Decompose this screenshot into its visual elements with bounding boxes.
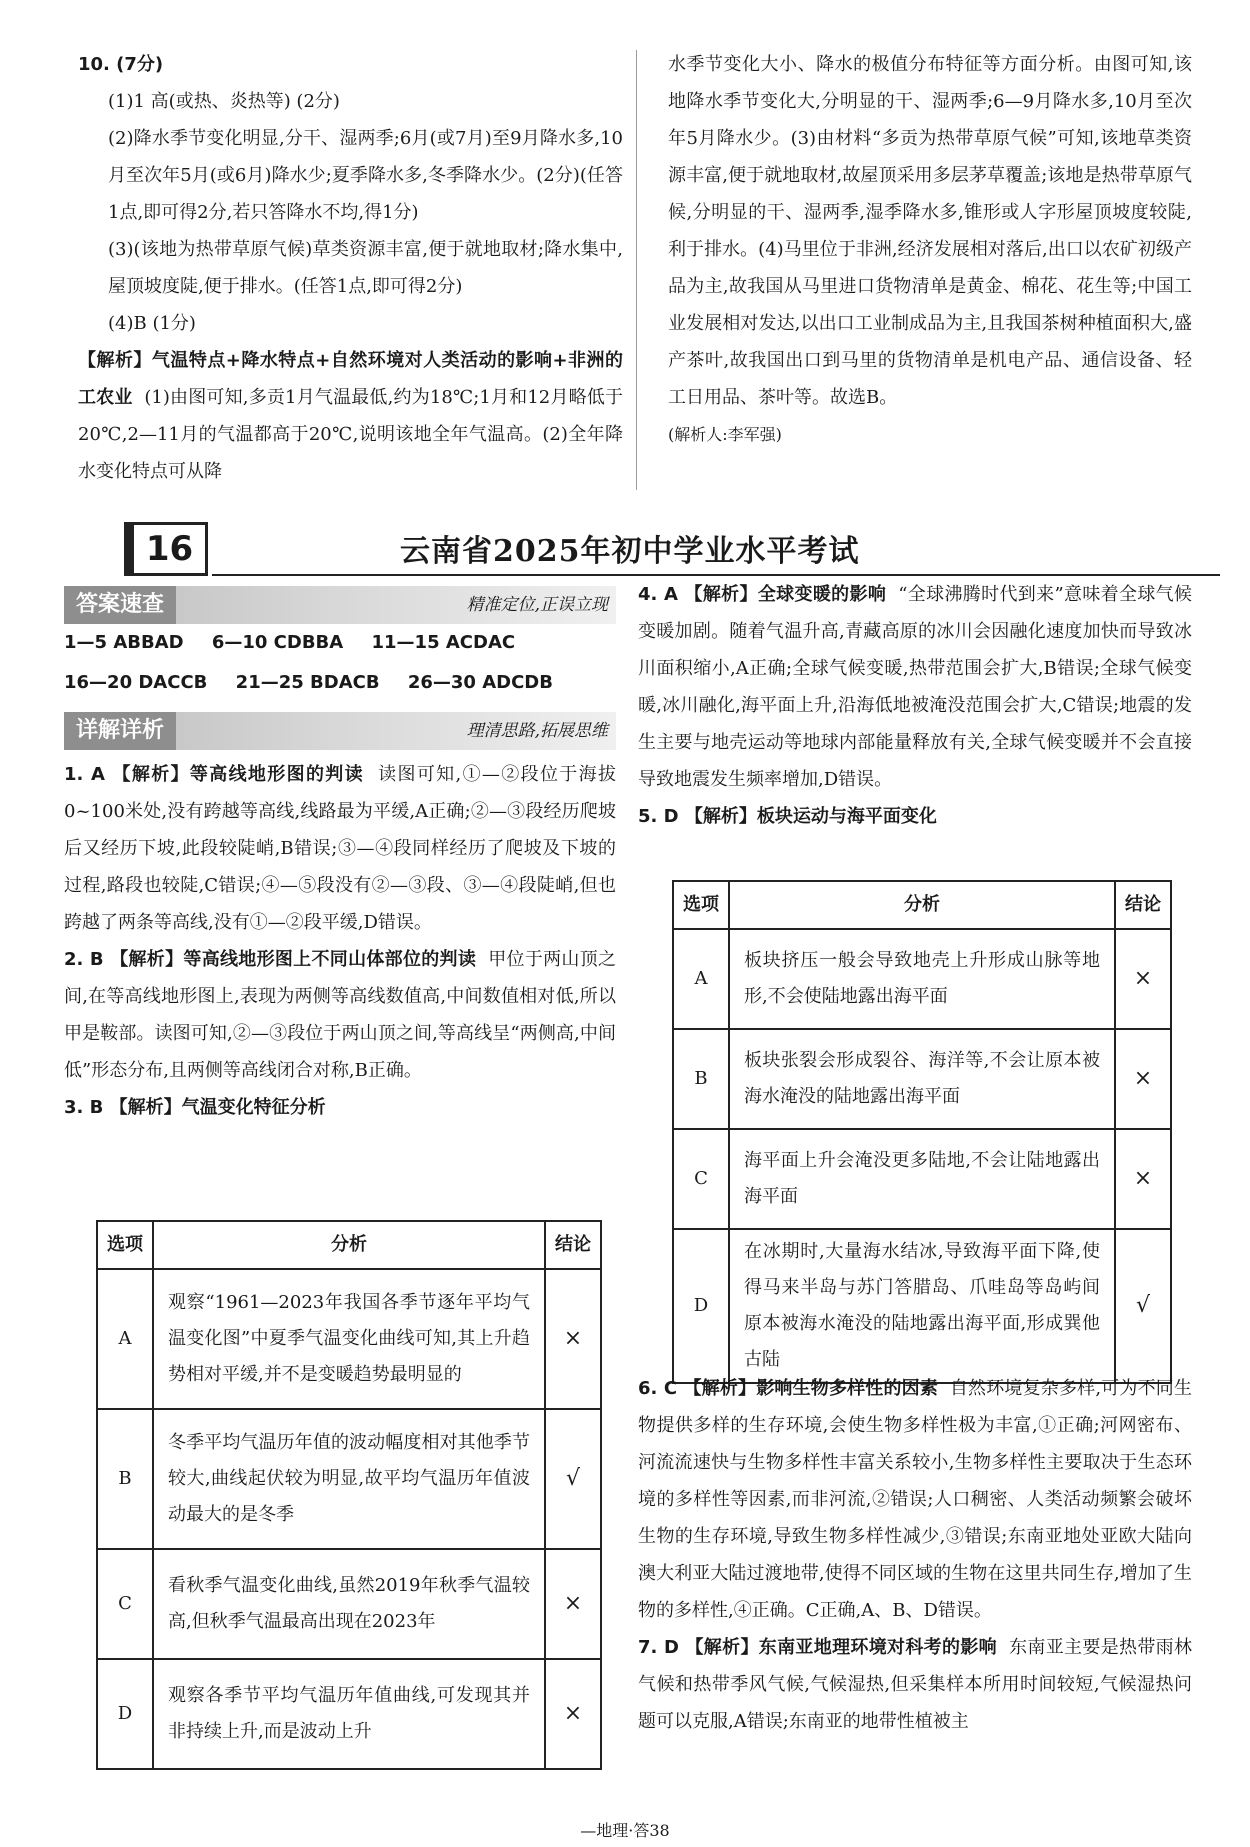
row-result: × <box>545 1549 601 1659</box>
row-result: × <box>545 1659 601 1769</box>
q10-signature: (解析人:李军强) <box>668 425 782 444</box>
quick-answers-row-1 <box>64 632 537 653</box>
col-option: 选项 <box>673 881 729 929</box>
answer-group: 6—10 CDBBA <box>211 632 344 653</box>
col-result: 结论 <box>545 1221 601 1269</box>
table-row <box>97 1549 601 1659</box>
answer-group: 11—15 ACDAC <box>371 632 516 653</box>
table-row <box>97 1409 601 1549</box>
q10-head: 10. (7分) <box>78 54 164 75</box>
q7-head: 7. D 【解析】东南亚地理环境对科考的影响 <box>638 1637 997 1658</box>
q2 <box>64 941 616 1089</box>
row-analysis: 板块张裂会形成裂谷、海洋等,不会让原本被海水淹没的陆地露出海平面 <box>729 1029 1115 1129</box>
q1 <box>64 756 616 941</box>
q10-answer-3: (3)(该地为热带草原气候)草类资源丰富,便于就地取材;降水集中,屋顶坡度陡,便于排水。(任答1点,即可得2分) <box>108 239 623 297</box>
col-option: 选项 <box>97 1221 153 1269</box>
exam-number: 16 <box>124 522 208 576</box>
column-divider <box>636 50 637 490</box>
lower-left-column <box>64 756 616 1126</box>
row-result: × <box>545 1269 601 1409</box>
exam-banner <box>120 522 1220 578</box>
q6-body: 自然环境复杂多样,可为不同生物提供多样的生存环境,会使生物多样性极为丰富,①正确;河网密布、河流流速快与生物多样性丰富关系较小,生物多样性主要取决于生态环境的多样性等因素,而非河流,②错误;人口稠密、人类活动频繁会破坏生物的生存环境,导致生物多样性减少,③错误;东南亚地处亚欧大陆向澳大利亚大陆过渡地带,使得不同区域的生物在这里共同生存,增加了生物的多样性,④正确。C正确,A、B、D错误。 <box>638 1378 1192 1621</box>
q10-answer-2: (2)降水季节变化明显,分干、湿两季;6月(或7月)至9月降水多,10月至次年5月(或6月)降水少;夏季降水多,冬季降水少。(2分)(任答1点,即可得2分,若只答降水不均,得1分) <box>108 128 623 223</box>
q7 <box>638 1629 1192 1740</box>
col-result: 结论 <box>1115 881 1171 929</box>
q4 <box>638 576 1192 798</box>
q10-left-column <box>78 46 623 490</box>
q2-head: 2. B 【解析】等高线地形图上不同山体部位的判读 <box>64 949 477 970</box>
table-row <box>673 1029 1171 1129</box>
q10-analysis-left: (1)由图可知,多贡1月气温最低,约为18℃;1月和12月略低于20℃,2—11月的气温都高于20℃,说明该地全年气温高。(2)全年降水变化特点可从降 <box>78 387 623 482</box>
quick-answer-motto: 精准定位,正误立现 <box>466 595 608 615</box>
q10-answer-1: (1)1 高(或热、炎热等) (2分) <box>108 91 340 112</box>
row-option: C <box>97 1549 153 1659</box>
q10-answer-4: (4)B (1分) <box>108 313 196 334</box>
q5-head: 5. D 【解析】板块运动与海平面变化 <box>638 806 937 827</box>
detail-label: 详解详析 <box>64 712 176 750</box>
exam-title: 云南省2025年初中学业水平考试 <box>400 534 860 569</box>
col-analysis: 分析 <box>153 1221 545 1269</box>
row-analysis: 看秋季气温变化曲线,虽然2019年秋季气温较高,但秋季气温最高出现在2023年 <box>153 1549 545 1659</box>
row-option: D <box>673 1229 729 1383</box>
row-analysis: 板块挤压一般会导致地壳上升形成山脉等地形,不会使陆地露出海平面 <box>729 929 1115 1029</box>
quick-answers-row-2 <box>64 672 575 693</box>
answer-group: 16—20 DACCB <box>64 672 208 693</box>
q6-head: 6. C 【解析】影响生物多样性的因素 <box>638 1378 939 1399</box>
table-row <box>97 1659 601 1769</box>
q4-head: 4. A 【解析】全球变暖的影响 <box>638 584 887 605</box>
detail-header <box>64 712 616 750</box>
lower-right-column-top <box>638 576 1192 835</box>
q4-body: “全球沸腾时代到来”意味着全球气候变暖加剧。随着气温升高,青藏高原的冰川会因融化速度加快而导致冰川面积缩小,A正确;全球气候变暖,热带范围会扩大,B错误;全球气候变暖,冰川融化,海平面上升,沿海低地被淹没范围会扩大,C错误;地震的发生主要与地壳运动等地球内部能量释放有关,全球气候变暖并不会直接导致地震发生频率增加,D错误。 <box>638 584 1192 790</box>
q3-table <box>96 1220 602 1770</box>
q1-body: 读图可知,①—②段位于海拔0~100米处,没有跨越等高线,线路最为平缓,A正确;②—③段经历爬坡后又经历下坡,此段较陡峭,B错误;③—④段同样经历了爬坡及下坡的过程,路段也较陡,C错误;④—⑤段没有②—③段、③—④段陡峭,但也跨越了两条等高线,没有①—②段平缓,D错误。 <box>64 764 616 933</box>
row-analysis: 冬季平均气温历年值的波动幅度相对其他季节较大,曲线起伏较为明显,故平均气温历年值波动最大的是冬季 <box>153 1409 545 1549</box>
row-analysis: 海平面上升会淹没更多陆地,不会让陆地露出海平面 <box>729 1129 1115 1229</box>
col-analysis: 分析 <box>729 881 1115 929</box>
row-option: B <box>673 1029 729 1129</box>
row-result: × <box>1115 1029 1171 1129</box>
row-result: × <box>1115 1129 1171 1229</box>
row-option: C <box>673 1129 729 1229</box>
answer-group: 21—25 BDACB <box>235 672 380 693</box>
row-option: D <box>97 1659 153 1769</box>
table-row <box>673 1129 1171 1229</box>
q7-body: 东南亚主要是热带雨林气候和热带季风气候,气候湿热,但采集样本所用时间较短,气候湿热问题可以克服,A错误;东南亚的地带性植被主 <box>638 1637 1192 1732</box>
table-row <box>97 1269 601 1409</box>
row-result: √ <box>545 1409 601 1549</box>
q6 <box>638 1370 1192 1629</box>
q3-head: 3. B 【解析】气温变化特征分析 <box>64 1097 326 1118</box>
row-result: √ <box>1115 1229 1171 1383</box>
q10-analysis-tag: 【解析】气温特点+降水特点+自然环境对人类活动的影响+非洲的工农业 <box>78 350 623 408</box>
row-analysis: 在冰期时,大量海水结冰,导致海平面下降,使得马来半岛与苏门答腊岛、爪哇岛等岛屿间原本被海水淹没的陆地露出海平面,形成巽他古陆 <box>729 1229 1115 1383</box>
table-header-row <box>97 1221 601 1269</box>
answer-group: 1—5 ABBAD <box>64 632 184 653</box>
row-option: B <box>97 1409 153 1549</box>
q1-head: 1. A 【解析】等高线地形图的判读 <box>64 764 364 785</box>
row-result: × <box>1115 929 1171 1029</box>
page-footer: —地理·答38 <box>580 1821 670 1840</box>
quick-answer-header <box>64 586 616 624</box>
q5-table <box>672 880 1172 1384</box>
answer-group: 26—30 ADCDB <box>407 672 553 693</box>
table-row <box>673 929 1171 1029</box>
row-analysis: 观察各季节平均气温历年值曲线,可发现其并非持续上升,而是波动上升 <box>153 1659 545 1769</box>
lower-right-column-bottom <box>638 1370 1192 1740</box>
q2-body: 甲位于两山顶之间,在等高线地形图上,表现为两侧等高线数值高,中间数值相对低,所以甲是鞍部。读图可知,②—③段位于两山顶之间,等高线呈“两侧高,中间低”形态分布,且两侧等高线闭合对称,B正确。 <box>64 949 616 1081</box>
row-option: A <box>97 1269 153 1409</box>
quick-answer-label: 答案速查 <box>64 586 176 624</box>
detail-motto: 理清思路,拓展思维 <box>466 721 608 741</box>
q10-right-column <box>668 46 1192 453</box>
row-option: A <box>673 929 729 1029</box>
row-analysis: 观察“1961—2023年我国各季节逐年平均气温变化图”中夏季气温变化曲线可知,其上升趋势相对平缓,并不是变暖趋势最明显的 <box>153 1269 545 1409</box>
table-row <box>673 1229 1171 1383</box>
q10-analysis <box>78 342 623 490</box>
q10-analysis-right: 水季节变化大小、降水的极值分布特征等方面分析。由图可知,该地降水季节变化大,分明显的干、湿两季;6—9月降水多,10月至次年5月降水少。(3)由材料“多贡为热带草原气候”可知,该地草类资源丰富,便于就地取材,故屋顶采用多层茅草覆盖;该地是热带草原气候,分明显的干、湿两季,湿季降水多,锥形或人字形屋顶坡度较陡,利于排水。(4)马里位于非洲,经济发展相对落后,出口以农矿初级产品为主,故我国从马里进口货物清单是黄金、棉花、花生等;中国工业发展相对发达,以出口工业制成品为主,且我国茶树种植面积大,盛产茶叶,故我国出口到马里的货物清单是机电产品、通信设备、轻工日用品、茶叶等。故选B。 <box>668 54 1192 408</box>
table-header-row <box>673 881 1171 929</box>
